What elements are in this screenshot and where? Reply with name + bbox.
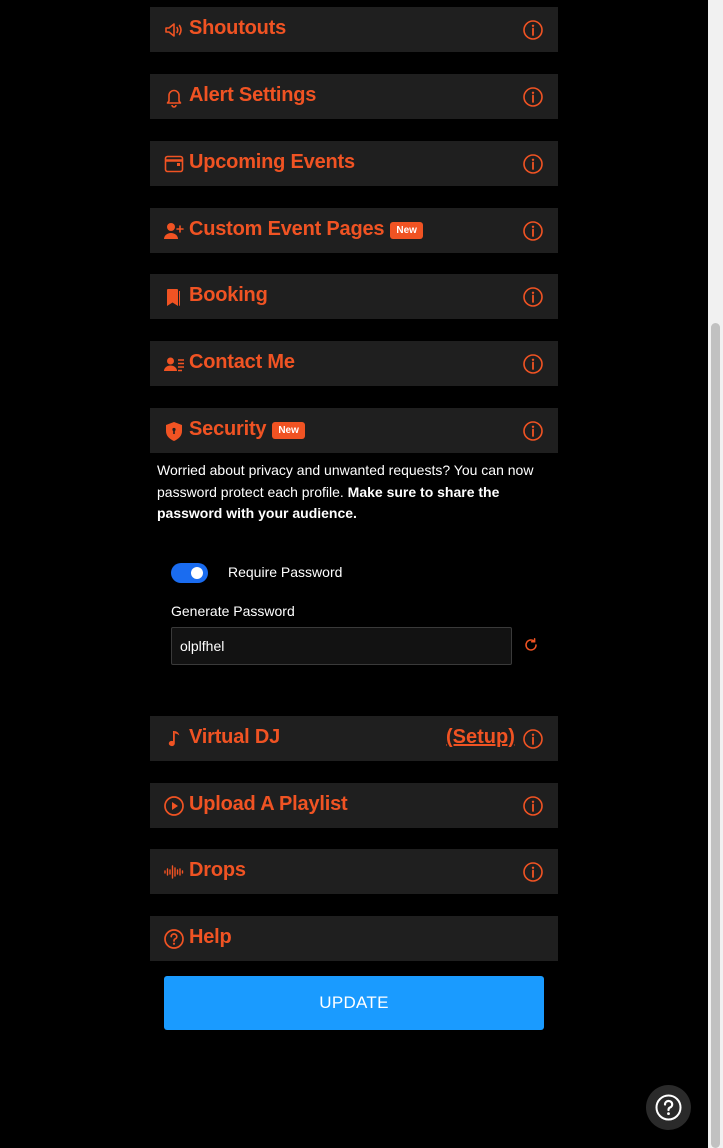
info-icon[interactable] bbox=[522, 153, 544, 175]
info-icon[interactable] bbox=[522, 420, 544, 442]
info-icon[interactable] bbox=[522, 861, 544, 883]
bookmarks-icon bbox=[163, 286, 185, 308]
section-contact-me[interactable] bbox=[150, 341, 558, 386]
info-icon[interactable] bbox=[522, 795, 544, 817]
section-title: Custom Event Pages New bbox=[189, 218, 423, 241]
section-upcoming-events[interactable] bbox=[150, 141, 558, 186]
scrollbar-thumb[interactable] bbox=[711, 323, 720, 1148]
info-icon[interactable] bbox=[522, 353, 544, 375]
user-plus-icon bbox=[163, 220, 185, 242]
section-shoutouts[interactable] bbox=[150, 7, 558, 52]
section-title: Upcoming Events bbox=[189, 151, 355, 173]
info-icon[interactable] bbox=[522, 86, 544, 108]
security-description-bold: Make sure to share the password with your audience. bbox=[157, 483, 500, 521]
question-circle-icon bbox=[646, 1085, 691, 1130]
section-title: Virtual DJ bbox=[189, 726, 280, 748]
contact-card-icon bbox=[163, 353, 185, 375]
calendar-icon bbox=[163, 153, 185, 175]
section-title: Shoutouts bbox=[189, 17, 287, 39]
music-note-icon bbox=[163, 728, 185, 750]
shield-icon bbox=[163, 420, 185, 442]
info-icon[interactable] bbox=[522, 728, 544, 750]
generate-password-label: Generate Password bbox=[171, 603, 295, 619]
new-badge: New bbox=[390, 222, 423, 239]
refresh-icon[interactable] bbox=[523, 637, 539, 653]
section-title: Drops bbox=[189, 859, 246, 881]
info-icon[interactable] bbox=[522, 220, 544, 242]
info-icon[interactable] bbox=[522, 19, 544, 41]
question-circle-icon bbox=[163, 928, 185, 950]
toggle-knob bbox=[191, 567, 203, 579]
section-security[interactable] bbox=[150, 408, 558, 453]
section-title: Upload A Playlist bbox=[189, 793, 348, 815]
help-fab-button[interactable] bbox=[646, 1085, 691, 1130]
megaphone-icon bbox=[163, 19, 185, 41]
require-password-toggle[interactable] bbox=[171, 563, 208, 583]
info-icon[interactable] bbox=[522, 286, 544, 308]
setup-link[interactable]: (Setup) bbox=[446, 726, 515, 748]
waveform-icon bbox=[163, 861, 185, 883]
section-custom-event-pages[interactable] bbox=[150, 208, 558, 253]
require-password-label: Require Password bbox=[228, 564, 343, 580]
password-input[interactable] bbox=[171, 627, 512, 665]
section-virtual-dj[interactable] bbox=[150, 716, 558, 761]
new-badge: New bbox=[272, 422, 305, 439]
section-title: Booking bbox=[189, 284, 268, 306]
bell-icon bbox=[163, 86, 185, 108]
section-title: Alert Settings bbox=[189, 84, 317, 106]
section-title: Contact Me bbox=[189, 351, 295, 373]
section-booking[interactable] bbox=[150, 274, 558, 319]
section-upload-playlist[interactable] bbox=[150, 783, 558, 828]
update-button[interactable]: UPDATE bbox=[164, 976, 544, 1030]
play-circle-icon bbox=[163, 795, 185, 817]
section-drops[interactable] bbox=[150, 849, 558, 894]
section-alert-settings[interactable] bbox=[150, 74, 558, 119]
section-help[interactable] bbox=[150, 916, 558, 961]
security-description: Worried about privacy and unwanted requests? You can now password protect each profile. Make sure to share the password with your audience. bbox=[157, 462, 534, 521]
section-title: Security New bbox=[189, 418, 305, 441]
section-title: Help bbox=[189, 926, 232, 948]
